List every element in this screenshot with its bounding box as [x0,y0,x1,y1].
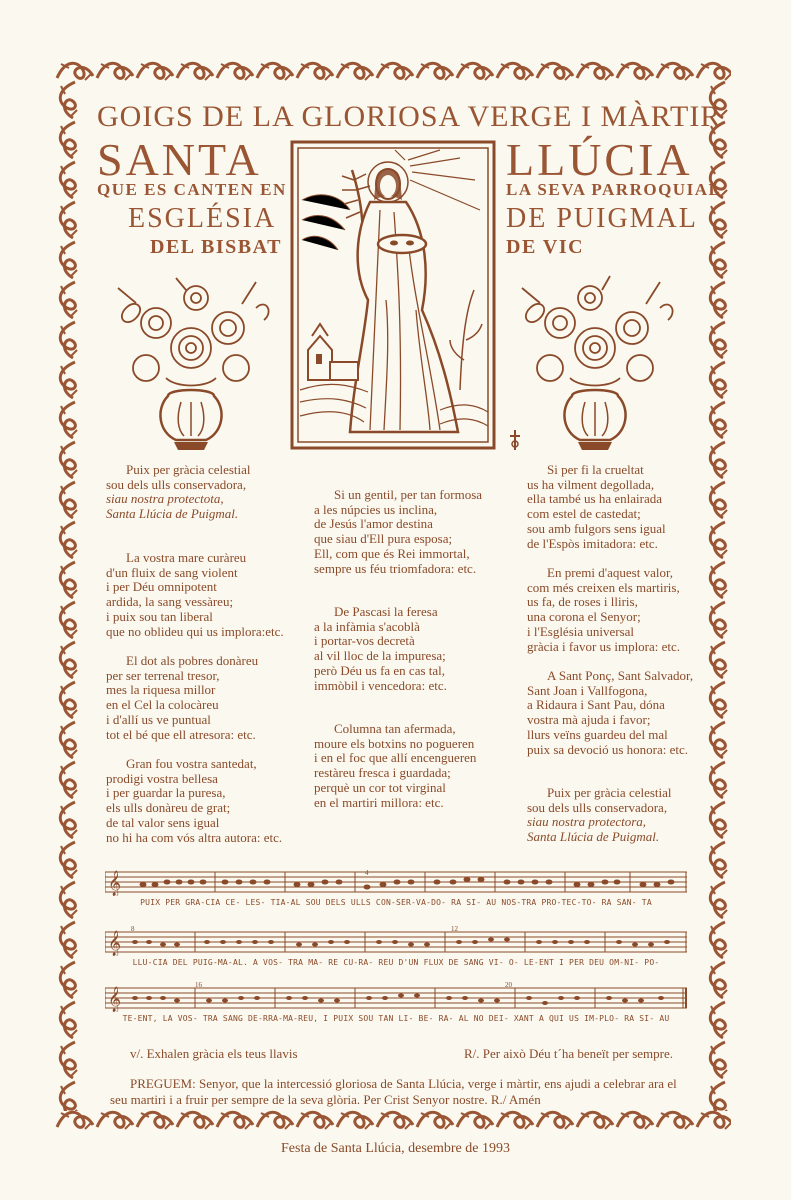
stanza-right-2: En premi d'aquest valor, com més creixen els martiris, us fa, de roses i lliris, una corona el Senyor; i l'Església universal gràcia i favor us implora: etc. [527,565,681,654]
measure-number-8: 8 [131,926,135,933]
lyrics-line-2: LLU-CIA DEL PUIG-MA-AL. A VOS- TRA MA- RE CU-RA- REU D'UN FLUX DE SANG VI- O- LE-ENT I PER DEU OM-NI- PO- [132,958,660,967]
stanza-middle-3: Columna tan afermada, moure els botxins no pogueren i en el foc que allí encengueren restàreu fresca i guardada; perquè un cor tot virginal en el martiri millora: etc. [314,721,477,810]
measure-number-4: 4 [365,869,369,877]
stanza-middle-2: De Pascasi la feresa a la infàmia s'acoblà i portar-vos decretà al vil lloc de la impuresa; però Déu us fa en cas tal, immòbil i vencedora: etc. [314,604,447,693]
border-left-ornament [55,80,81,1111]
title-puigmal: DE PUIGMAL [506,203,698,234]
response: R/. Per això Déu t´ha beneït per sempre. [464,1046,674,1061]
subtitle-que-es-canten: QUE ES CANTEN EN [97,180,287,199]
cross-emblem [507,428,523,452]
prayer-label: PREGUEM: [130,1076,196,1091]
border-right-ornament [705,80,731,1111]
stanza-right-4: Puix per gràcia celestial sou dels ulls conservadora, siau nostra protectora, Santa Llúcia de Puigmal. [527,785,672,845]
stanza-right-1: Si per fi la crueltat us ha vilment degollada, ella també us ha enlairada com estel de castedat; sou amb fulgors sens igual de l'Espòs imitadora: etc. [527,462,666,551]
title-santa: SANTA [97,134,262,185]
saint-lucia-woodcut [290,140,496,450]
footer-caption: Festa de Santa Llúcia, desembre de 1993 [281,1141,510,1156]
stanza-middle-1: Si un gentil, per tan formosa a les núpcies us inclina, de Jesús l'amor destina que siau d'Ell pura esposa; Ell, com que és Rei immortal, sempre us féu triomfadora: etc. [314,487,483,576]
measure-number-12: 12 [451,926,458,933]
versicle: v/. Exhalen gràcia els teus llavis [130,1046,298,1061]
svg-text:𝄞: 𝄞 [108,871,122,896]
measure-number-20: 20 [505,982,512,989]
prayer-text: Senyor, que la intercessió gloriosa de Santa Llúcia, verge i màrtir, ens ajudi a celebrar ara el seu martiri i a fruir per sempre de la seva glòria. Per Crist Senyor nostre. R./ Amén [110,1076,677,1107]
border-top-ornament [55,58,731,84]
measure-number-16: 16 [195,982,202,989]
stanza-right-3: A Sant Ponç, Sant Salvador, Sant Joan i Vallfogona, a Ridaura i Sant Pau, dóna vostra mà ajuda i favor; llurs veïns guardeu del mal puix sa devoció us honora: etc. [527,668,694,757]
music-staff-2 [105,926,687,967]
subtitle-vic: DE VIC [506,236,585,258]
flower-vase-left [106,268,276,456]
subtitle-parroquial: LA SEVA PARROQUIAL [506,180,722,199]
lyrics-line-1: PUIX PER GRA-CIA CE- LES- TIA-AL SOU DELS ULLS CON-SER-VA-DO- RA SI- AU NOS-TRA PRO-TEC-TO- RA SAN- TA [140,898,652,907]
title-line-goigs: GOIGS DE LA GLORIOSA VERGE I MÀRTIR [97,100,722,133]
stanza-left-1: Puix per gràcia celestial sou dels ulls conservadora, siau nostra protectota, Santa Llúcia de Puigmal. [106,462,251,522]
svg-text:𝄞: 𝄞 [108,987,122,1012]
staff-lines-2 [105,926,687,956]
prayer [110,1076,690,1108]
title-llucia: LLÚCIA [506,134,693,185]
flower-vase-right [510,268,680,456]
subtitle-bisbat: DEL BISBAT [150,236,282,258]
music-staff-1 [105,866,687,907]
staff-lines-1 [105,866,687,896]
stanza-left-4: Gran fou vostra santedat, prodigi vostra bellesa i per guardar la puresa, els ulls donàreu de grat; de tal valor sens igual no hi ha com vós altra autora: etc. [106,756,283,845]
staff-lines-3 [105,982,687,1012]
title-esglesia: ESGLÉSIA [128,203,277,234]
stanza-left-2: La vostra mare curàreu d'un fluix de sang violent i per Déu omnipotent ardida, la sang vessàreu; i puix sou tan liberal que no oblideu qui us implora:etc. [106,550,284,639]
border-bottom-ornament [55,1107,731,1133]
stanza-left-3: El dot als pobres donàreu per ser terrenal tresor, mes la riquesa millor en el Cel la colocàreu i d'allí us ve puntual tot el bé que ell atresora: etc. [106,653,259,742]
svg-text:𝄞: 𝄞 [108,931,122,956]
music-staff-3 [105,982,687,1023]
lyrics-line-3: TE-ENT, LA VOS- TRA SANG DE-RRA-MA-REU, I PUIX SOU TAN LI- BE- RA- AL NO DEI- XANT A QUI US IM-PLO- RA SI- AU [122,1014,670,1023]
